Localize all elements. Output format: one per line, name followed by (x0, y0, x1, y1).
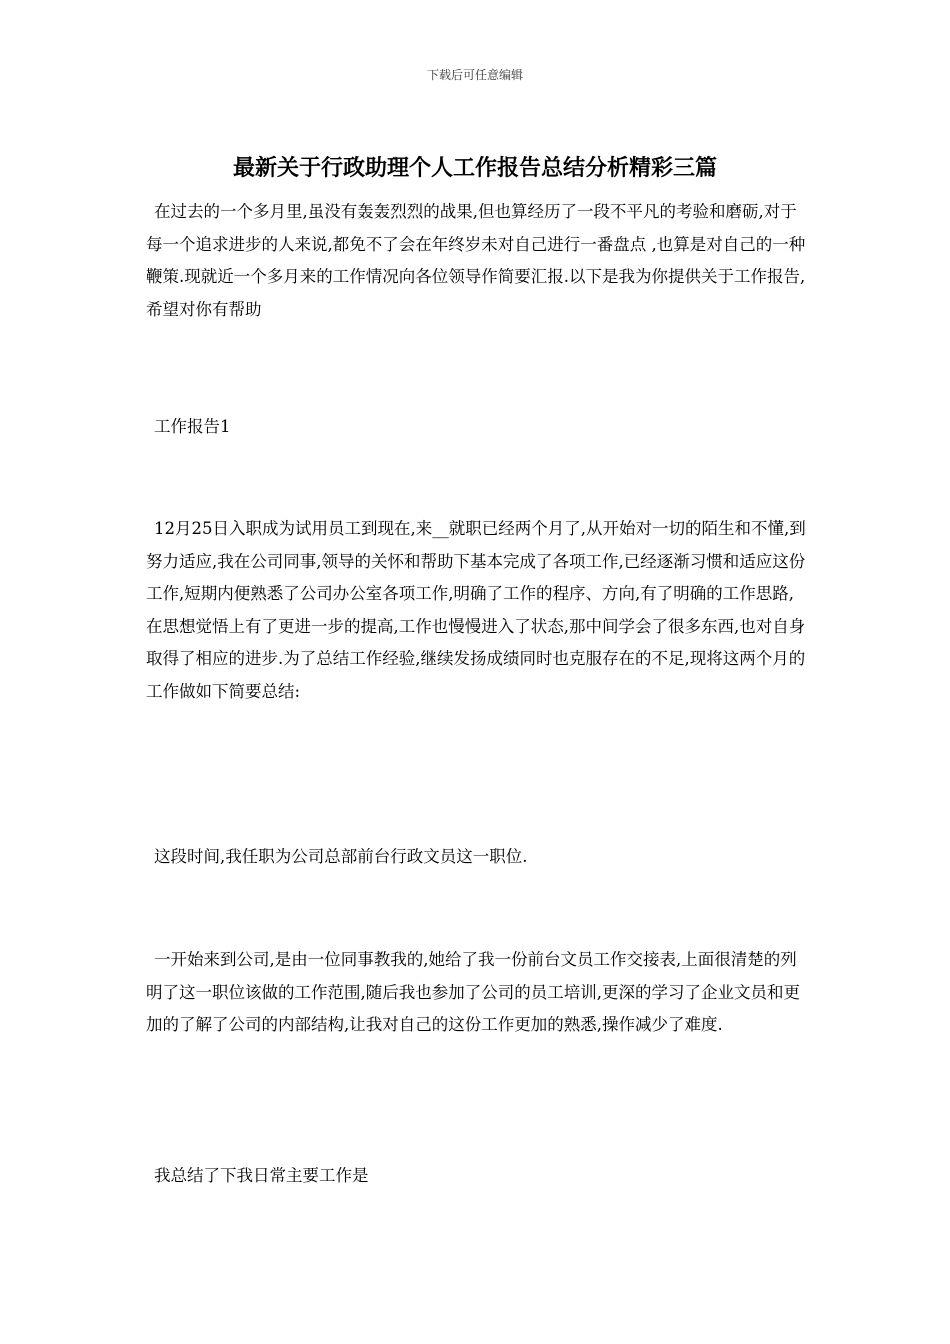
paragraph-work-summary: 12月25日入职成为试用员工到现在,来__就职已经两个月了,从开始对一切的陌生和不懂,到努力适应,我在公司同事,领导的关怀和帮助下基本完成了各项工作,已经逐渐习惯和适应这份工作,短期内便熟悉了公司办公室各项工作,明确了工作的程序、方向,有了明确的工作思路,在思想觉悟上有了更进一步的提高,工作也慢慢进入了状态,那中间学会了很多东西,也对自身取得了相应的进步.为了总结工作经验,继续发扬成绩同时也克服存在的不足,现将这两个月的工作做如下简要总结: (146, 519, 806, 701)
paragraph-intro: 在过去的一个多月里,虽没有轰轰烈烈的战果,但也算经历了一段不平凡的考验和磨砺,对于每一个追求进步的人来说,都免不了会在年终岁未对自己进行一番盘点 ,也算是对自己的一种鞭策.现就近一个多月来的工作情况向各位领导作简要汇报.以下是我为你提供关于工作报告,希望对你有帮助 (146, 202, 806, 319)
document-title: 最新关于行政助理个人工作报告总结分析精彩三篇 (232, 155, 717, 181)
section-heading-report-1: 工作报告1 (154, 417, 231, 436)
paragraph-position: 这段时间,我任职为公司总部前台行政文员这一职位. (154, 847, 528, 866)
paragraph-training: 一开始来到公司,是由一位同事教我的,她给了我一份前台文员工作交接表,上面很清楚的列明了这一职位该做的工作范围,随后我也参加了公司的员工培训,更深的学习了企业文员和更加的了解了公司的内部结构,让我对自己的这份工作更加的熟悉,操作减少了难度. (146, 950, 800, 1034)
paragraph-daily-work: 我总结了下我日常主要工作是 (154, 1166, 369, 1185)
header-note: 下载后可任意编辑 (426, 68, 523, 82)
